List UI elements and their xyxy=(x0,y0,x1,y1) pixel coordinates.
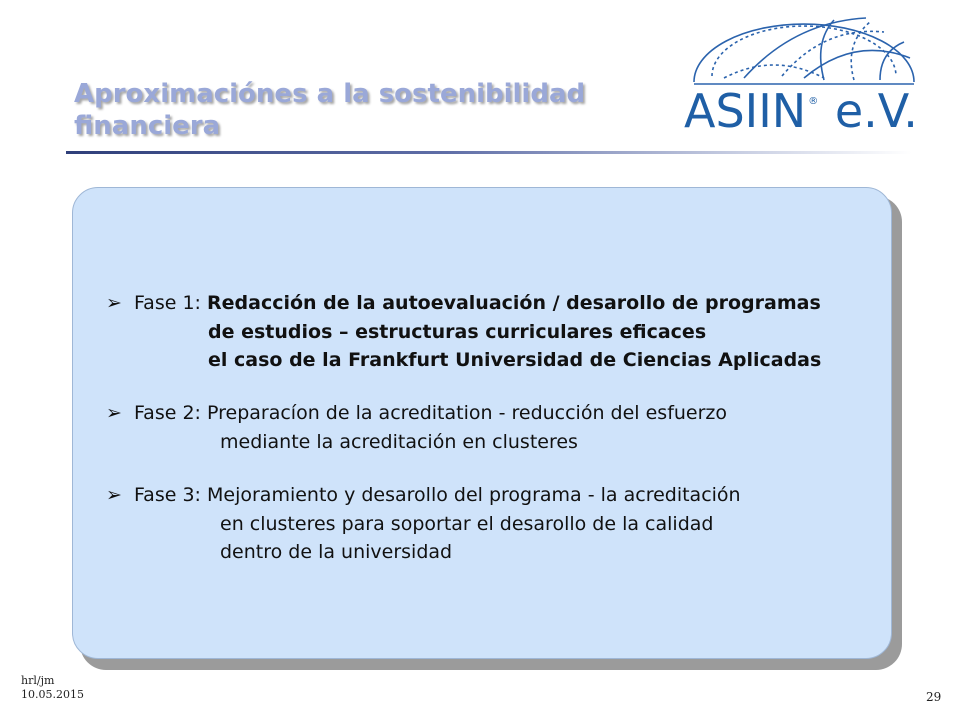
phase-3-line-3: dentro de la universidad xyxy=(220,541,453,563)
phase-2-lead: Fase 2: xyxy=(134,402,201,424)
logo-suffix: e.V. xyxy=(834,84,918,138)
arrow-bullet-icon: ➢ xyxy=(106,292,122,314)
phase-1-lead: Fase 1: xyxy=(134,292,201,314)
slide-title-line-1: Aproximaciónes a la sostenibilidad xyxy=(74,79,586,109)
arrow-bullet-icon: ➢ xyxy=(106,402,122,424)
logo-registered-mark: ® xyxy=(808,96,819,107)
phase-3-lead: Fase 3: xyxy=(134,484,201,506)
phase-1-line-3: el caso de la Frankfurt Universidad de Ciencias Aplicadas xyxy=(208,349,822,371)
title-underline xyxy=(66,151,912,154)
slide-title-line-2: financiera xyxy=(74,111,221,141)
phase-2-line-1: Preparacíon de la acreditation - reducción del esfuerzo xyxy=(207,402,728,424)
asiin-logo-wordmark xyxy=(684,84,918,138)
phase-1-line-2: de estudios – estructuras curriculares eficaces xyxy=(208,320,707,343)
phase-3-line-1: Mejoramiento y desarollo del programa - la acreditación xyxy=(207,484,741,506)
phase-1-line-1: Redacción de la autoevaluación / desarollo de programas xyxy=(207,292,821,314)
footer-date: 10.05.2015 xyxy=(21,688,84,701)
logo-text: ASIIN xyxy=(684,84,807,138)
slide-title xyxy=(74,78,634,142)
phase-3-line-2: en clusteres para soportar el desarollo de la calidad xyxy=(220,512,714,535)
phase-2-line-2: mediante la acreditación en clusteres xyxy=(220,430,578,453)
page-number: 29 xyxy=(926,690,942,704)
footer-author: hrl/jm xyxy=(21,674,55,687)
arrow-bullet-icon: ➢ xyxy=(106,484,122,506)
footer-info xyxy=(21,674,84,702)
